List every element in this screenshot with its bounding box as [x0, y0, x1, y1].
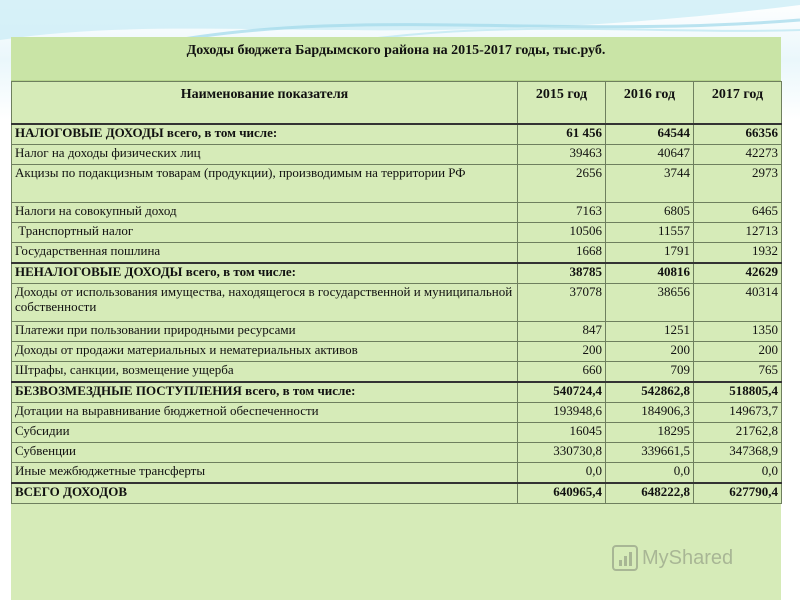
header-indicator: Наименование показателя: [12, 82, 518, 124]
row-label: Доходы от использования имущества, находящегося в государственной и муниципальной собственности: [12, 283, 518, 321]
table-row: [12, 222, 782, 242]
table-row: [12, 462, 782, 483]
header-2016: 2016 год: [606, 82, 694, 124]
table-row: [12, 124, 782, 145]
row-label: Субвенции: [12, 442, 518, 462]
value-2017: 6465: [694, 202, 782, 222]
slide-panel: [11, 37, 781, 600]
table-row: [12, 202, 782, 222]
value-2017: 12713: [694, 222, 782, 242]
value-2017: 42273: [694, 144, 782, 164]
header-2017: 2017 год: [694, 82, 782, 124]
table-row: [12, 483, 782, 504]
value-2016: 11557: [606, 222, 694, 242]
value-2016: 1251: [606, 321, 694, 341]
row-label: Штрафы, санкции, возмещение ущерба: [12, 361, 518, 382]
value-2015: 38785: [518, 263, 606, 284]
watermark-text: MyShared: [642, 546, 734, 569]
value-2017: 1932: [694, 242, 782, 263]
value-2017: 40314: [694, 283, 782, 321]
row-label: Дотации на выравнивание бюджетной обеспеченности: [12, 402, 518, 422]
row-label: Доходы от продажи материальных и нематериальных активов: [12, 341, 518, 361]
value-2017: 200: [694, 341, 782, 361]
value-2016: 64544: [606, 124, 694, 145]
row-label: Акцизы по подакцизным товарам (продукции), производимым на территории РФ: [12, 164, 518, 202]
table-row: [12, 321, 782, 341]
table-row: [12, 361, 782, 382]
row-label: Платежи при пользовании природными ресурсами: [12, 321, 518, 341]
value-2016: 18295: [606, 422, 694, 442]
value-2015: 7163: [518, 202, 606, 222]
table-row: [12, 442, 782, 462]
value-2016: 200: [606, 341, 694, 361]
row-label: Государственная пошлина: [12, 242, 518, 263]
row-label: Субсидии: [12, 422, 518, 442]
value-2016: 0,0: [606, 462, 694, 483]
value-2015: 0,0: [518, 462, 606, 483]
value-2017: 518805,4: [694, 382, 782, 403]
header-row: [12, 82, 782, 124]
table-row: [12, 341, 782, 361]
value-2016: 709: [606, 361, 694, 382]
row-label: БЕЗВОЗМЕЗДНЫЕ ПОСТУПЛЕНИЯ всего, в том числе:: [12, 382, 518, 403]
row-label: НАЛОГОВЫЕ ДОХОДЫ всего, в том числе:: [12, 124, 518, 145]
row-label: Иные межбюджетные трансферты: [12, 462, 518, 483]
value-2017: 765: [694, 361, 782, 382]
value-2015: 193948,6: [518, 402, 606, 422]
row-label: Налоги на совокупный доход: [12, 202, 518, 222]
table-row: [12, 263, 782, 284]
table-row: [12, 422, 782, 442]
value-2015: 640965,4: [518, 483, 606, 504]
value-2015: 10506: [518, 222, 606, 242]
header-2015: 2015 год: [518, 82, 606, 124]
value-2016: 3744: [606, 164, 694, 202]
row-label: Налог на доходы физических лиц: [12, 144, 518, 164]
value-2016: 542862,8: [606, 382, 694, 403]
value-2016: 38656: [606, 283, 694, 321]
value-2016: 184906,3: [606, 402, 694, 422]
table-row: [12, 283, 782, 321]
value-2015: 200: [518, 341, 606, 361]
value-2015: 2656: [518, 164, 606, 202]
value-2017: 42629: [694, 263, 782, 284]
table-row: [12, 144, 782, 164]
value-2016: 1791: [606, 242, 694, 263]
value-2017: 21762,8: [694, 422, 782, 442]
value-2015: 39463: [518, 144, 606, 164]
value-2017: 2973: [694, 164, 782, 202]
row-label: Транспортный налог: [12, 222, 518, 242]
value-2015: 37078: [518, 283, 606, 321]
value-2015: 847: [518, 321, 606, 341]
value-2015: 61 456: [518, 124, 606, 145]
value-2017: 1350: [694, 321, 782, 341]
bar-chart-icon: [612, 545, 638, 571]
table-row: [12, 242, 782, 263]
row-label: НЕНАЛОГОВЫЕ ДОХОДЫ всего, в том числе:: [12, 263, 518, 284]
value-2015: 540724,4: [518, 382, 606, 403]
table-row: [12, 382, 782, 403]
page-title: Доходы бюджета Бардымского района на 2015-2017 годы, тыс.руб.: [11, 37, 781, 81]
value-2015: 330730,8: [518, 442, 606, 462]
value-2015: 660: [518, 361, 606, 382]
value-2016: 6805: [606, 202, 694, 222]
value-2017: 627790,4: [694, 483, 782, 504]
revenue-table: [11, 81, 782, 504]
value-2017: 66356: [694, 124, 782, 145]
value-2015: 1668: [518, 242, 606, 263]
table-row: [12, 164, 782, 202]
table-row: [12, 402, 782, 422]
value-2017: 347368,9: [694, 442, 782, 462]
value-2016: 40647: [606, 144, 694, 164]
row-label: ВСЕГО ДОХОДОВ: [12, 483, 518, 504]
value-2017: 149673,7: [694, 402, 782, 422]
watermark: [612, 540, 762, 576]
value-2015: 16045: [518, 422, 606, 442]
value-2017: 0,0: [694, 462, 782, 483]
value-2016: 40816: [606, 263, 694, 284]
value-2016: 339661,5: [606, 442, 694, 462]
value-2016: 648222,8: [606, 483, 694, 504]
